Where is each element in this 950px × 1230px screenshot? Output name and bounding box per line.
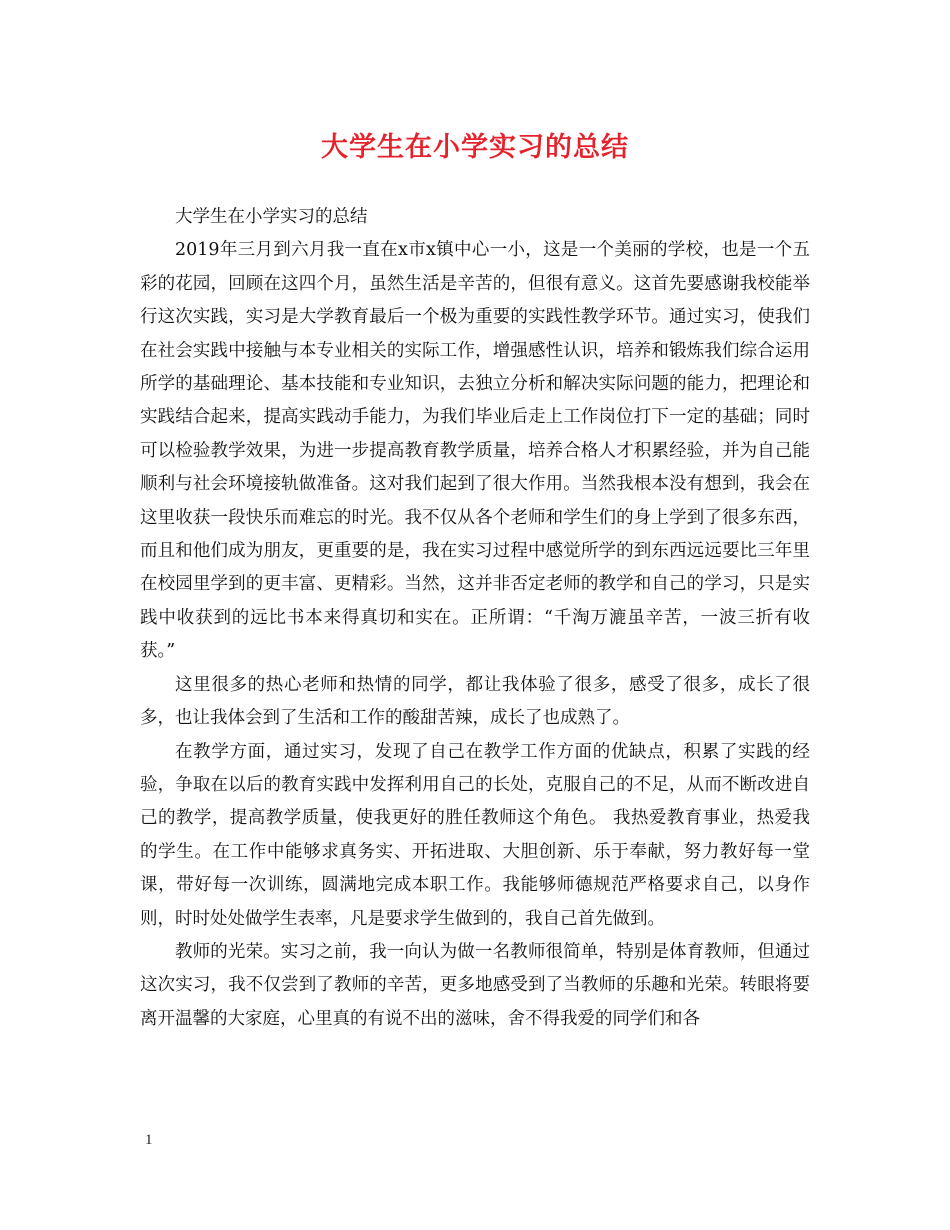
document-title: 大学生在小学实习的总结 xyxy=(321,132,629,163)
paragraph-intro: 2019年三月到六月我一直在x市x镇中心一小，这是一个美丽的学校，也是一个五彩的花园，回顾在这四个月，虽然生活是辛苦的，但很有意义。这首先要感谢我校能举行这次实践，实习是大学教育最后一个极为重要的实践性教学环节。通过实习，使我们在社会实践中接触与本专业相关的实际工作，增强感性认识，培养和锻炼我们综合运用所学的基础理论、基本技能和专业知识，去独立分析和解决实际问题的能力，把理论和实践结合起来，提高实践动手能力，为我们毕业后走上工作岗位打下一定的基础；同时可以检验教学效果，为进一步提高教育教学质量，培养合格人才积累经验，并为自己能顺利与社会环境接轨做准备。这对我们起到了很大作用。当然我根本没有想到，我会在这里收获一段快乐而难忘的时光。我不仅从各个老师和学生们的身上学到了很多东西，而且和他们成为朋友，更重要的是，我在实习过程中感觉所学的到东西远远要比三年里在校园里学到的更丰富、更精彩。当然，这并非否定老师的教学和自己的学习，只是实践中收获到的远比书本来得真切和实在。正所谓：“千淘万漉虽辛苦，一波三折有收获。” xyxy=(140,240,810,662)
paragraph-teachers: 这里很多的热心老师和热情的同学，都让我体验了很多，感受了很多，成长了很多，也让我体会到了生活和工作的酸甜苦辣，成长了也成熟了。 xyxy=(140,674,810,729)
paragraph-teaching: 在教学方面，通过实习，发现了自己在教学工作方面的优缺点，积累了实践的经验，争取在以后的教育实践中发挥利用自己的长处，克服自己的不足，从而不断改进自己的教学，提高教学质量，使我更好的胜任教师这个角色。 我热爱教育事业，热爱我的学生。在工作中能够求真务实、开拓进取、大胆创新、乐于奉献，努力教好每一堂课，带好每一次训练，圆满地完成本职工作。我能够师德规范严格要求自己，以身作则，时时处处做学生表率，凡是要求学生做到的，我自己首先做到。 xyxy=(140,741,810,929)
document-body xyxy=(140,201,810,1036)
page-number: 1 xyxy=(145,1132,153,1148)
paragraph-subtitle: 大学生在小学实习的总结 xyxy=(175,207,368,227)
paragraph-honor: 教师的光荣。实习之前，我一向认为做一名教师很简单，特别是体育教师，但通过这次实习，我不仅尝到了教师的辛苦，更多地感受到了当教师的乐趣和光荣。转眼将要离开温馨的大家庭，心里真的有说不出的滋味，舍不得我爱的同学们和各 xyxy=(140,941,810,1029)
